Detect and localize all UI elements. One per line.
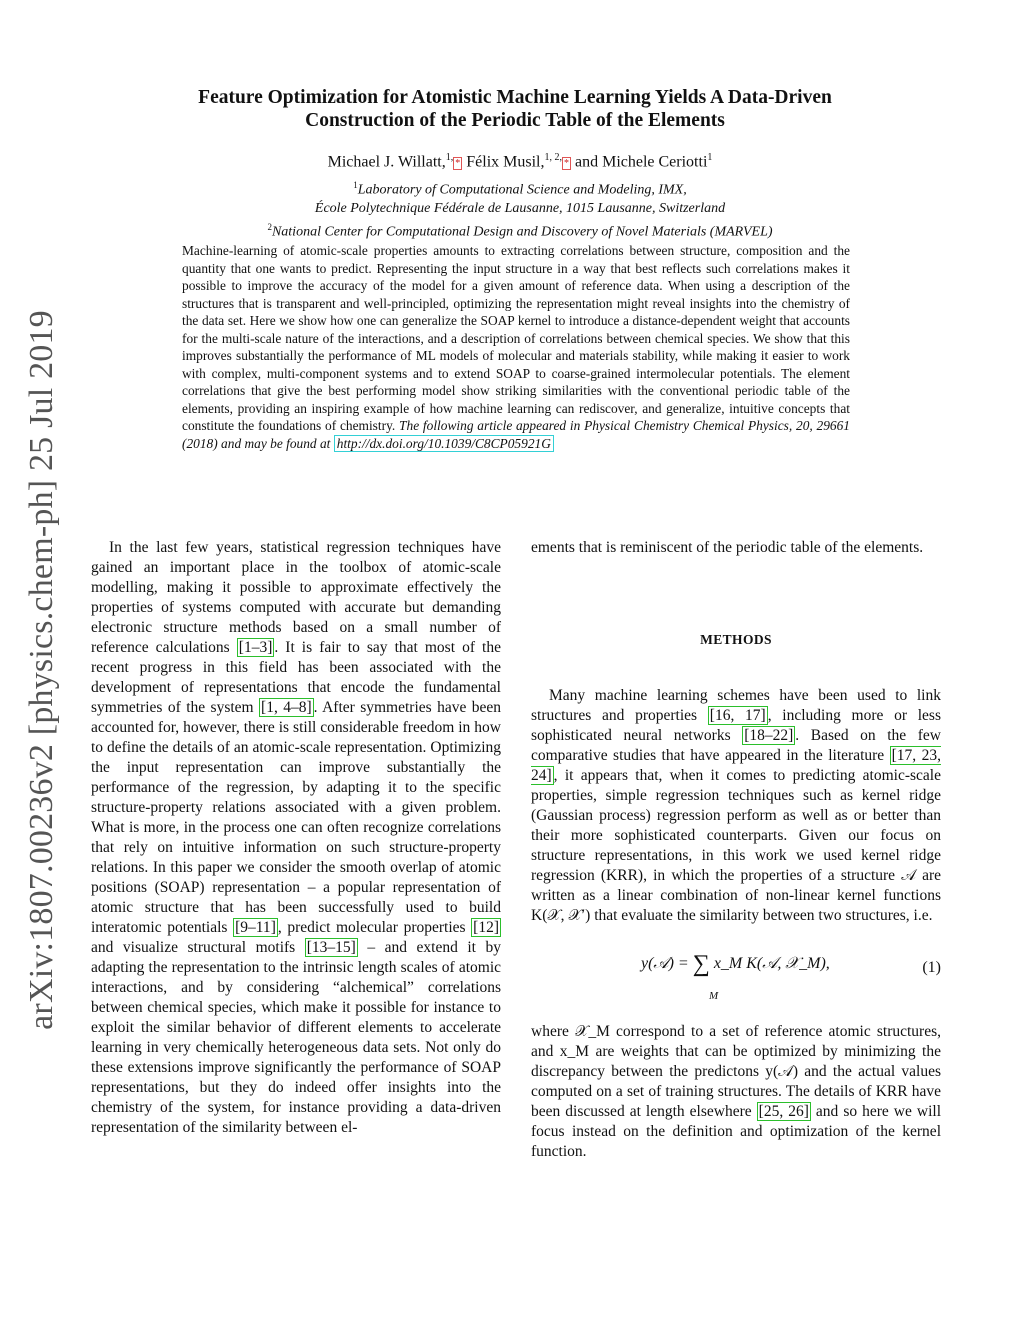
equation-lhs: y(𝒜) = xyxy=(641,955,693,972)
author-3-affil: 1 xyxy=(707,152,713,163)
affil-1-sup: 1 xyxy=(353,180,358,190)
author-1-affil: 1, xyxy=(445,152,454,163)
intro-text-6: – and extend it by adapting the representation to the intrinsic length scales of atomic interactions, and by considering “alchemical” correlations between chemical species, which make it possible for instance to exploit the similar behavior of different elements to accelerate learning in very chemically heterogeneous data sets. Not only do these extensions improve significantly the performance of SOAP representations, but they do indeed offer insights into the chemistry of the system, for instance providing a data-driven representation of the similarity between el- xyxy=(91,939,501,1136)
section-heading-methods: METHODS xyxy=(700,632,772,647)
left-column xyxy=(91,538,501,1138)
methods-text-5: where 𝒳_M correspond to a set of reference atomic structures, and x_M are weights that can be optimized by minimizing the discrepancy between the predictons y(𝒜) and the actual values computed on a set of training structures. The details of KRR have been discussed at length elsewhere xyxy=(531,1023,941,1120)
methods-text-1: Many machine learning schemes have been used to link structures and properties xyxy=(531,687,941,724)
intro-text-3: . After symmetries have been accounted for, however, there is still considerable freedom in how to define the details of an atomic-scale representation. Optimizing the input representation can improve substantially the performance of the regression, by adapting it to the specific structure-property relations associated with a given problem. What is more, in the process one can often recognize correlations that rely on intuitive information on such structure-property relations. In this paper we consider the smooth overlap of atomic positions (SOAP) representation – a popular representation of atomic structure that has been successfully used to build interatomic potentials xyxy=(91,699,502,936)
citation-link[interactable]: [ 16, 17 ] xyxy=(708,706,768,725)
citation-link[interactable]: [ 25, 26 ] xyxy=(757,1102,811,1121)
citation-link[interactable]: [ 1–3 ] xyxy=(237,638,275,657)
methods-text-3: . Based on the few comparative studies that have appeared in the literature xyxy=(531,727,941,764)
arxiv-identifier: arXiv:1807.00236v2 [physics.chem-ph] 25 Jul 2019 xyxy=(23,310,60,1030)
methods-text-4: , it appears that, when it comes to predicting atomic-scale properties, simple regression techniques such as kernel ridge (Gaussian process) regression perform as well as or better than their more sophisticated counterparts. Given our focus on structure representations, in this work we used kernel ridge regression (KRR), in which the properties of a structure 𝒜 are written as a linear combination of non-linear kernel functions K(𝒳, 𝒳′) that evaluate the similarity between two structures, i.e. xyxy=(531,767,941,924)
equation-number: (1) xyxy=(922,959,941,976)
intro-text-2: . It is fair to say that most of the recent progress in this field has been associated with the development of representations that encode the fundamental symmetries of the system xyxy=(91,639,501,716)
intro-text-4: , predict molecular properties xyxy=(277,919,472,936)
doi-link[interactable]: http://dx.doi.org/10.1039/C8CP05921G xyxy=(334,435,554,452)
citation-link[interactable]: [ 18–22 ] xyxy=(742,726,795,745)
author-2: Félix Musil, xyxy=(466,153,545,171)
intro-text-1: In the last few years, statistical regression techniques have gained an important place in the toolbox of atomic-scale modelling, making it possible to approximate effectively the properties of systems computed with accurate but demanding electronic structure methods based on a small number of reference calculations xyxy=(91,539,501,656)
citation-link[interactable]: [ 12 ] xyxy=(471,918,501,937)
sum-index: M xyxy=(709,990,719,1002)
publication-note: The following article appeared in Physical Chemistry Chemical Physics, 20, 29661 (2018) and may be found at xyxy=(182,418,850,451)
equation-1 xyxy=(531,946,941,1008)
citation-link[interactable]: [ 9–11 ] xyxy=(233,918,278,937)
citation-link[interactable]: [ 1, 4–8 ] xyxy=(259,698,314,717)
paper-title xyxy=(120,86,910,132)
affil-1-line-1: Laboratory of Computational Science and Modeling, IMX, xyxy=(357,182,687,198)
abstract-text: Machine-learning of atomic-scale properties amounts to extracting correlations between structure, composition and the quantity that one wants to predict. Representing the input structure in a way that best reflects such correlations makes it possible to improve the accuracy of the model for a given amount of reference data. When using a description of the structures that is transparent and well-principled, optimizing the representation might reveal insights into the chemistry of the data set. Here we show how one can generalize the SOAP kernel to introduce a distance-dependent weight that accounts for the multi-scale nature of the interactions, and a description of correlations between chemical species. We show that this improves substantially the performance of ML models of molecular and materials stability, while making it easier to work with complex, multi-component systems and to extend SOAP to coarse-grained intermolecular potentials. The element correlations that give the best performing model show striking similarities with the conventional periodic table of the elements, providing an inspiring example of how machine learning can rediscover, and generalize, intuitive concepts that constitute the foundations of chemistry. xyxy=(182,243,850,433)
author-1: Michael J. Willatt, xyxy=(327,153,446,171)
right-column xyxy=(531,538,941,1162)
title-line-2: Construction of the Periodic Table of the Elements xyxy=(305,110,725,131)
affiliations xyxy=(180,176,860,241)
intro-paragraph xyxy=(91,538,501,1138)
author-list xyxy=(180,152,860,171)
methods-paragraph-2 xyxy=(531,1022,941,1162)
author-1-footnote-link[interactable]: * xyxy=(455,158,461,170)
intro-text-5: and visualize structural motifs xyxy=(91,939,305,956)
equation-body xyxy=(641,951,830,1002)
equation-rhs: x_M K(𝒜, 𝒳_M), xyxy=(709,955,830,972)
methods-paragraph-1 xyxy=(531,686,941,926)
author-3: and Michele Ceriotti xyxy=(574,153,708,171)
methods-text-2: , including more or less sophisticated neural networks xyxy=(531,707,941,744)
abstract xyxy=(182,242,850,452)
affil-2-sup: 2 xyxy=(267,221,272,232)
author-2-footnote-link[interactable]: * xyxy=(563,158,569,170)
affil-2: National Center for Computational Design and Discovery of Novel Materials (MARVEL) xyxy=(271,224,773,240)
methods-text-6: and so here we will focus instead on the definition and optimization of the kernel function. xyxy=(531,1103,942,1160)
citation-link[interactable]: [ 13–15 ] xyxy=(305,938,358,957)
intro-continuation: ements that is reminiscent of the periodic table of the elements. xyxy=(531,539,924,556)
author-2-affil: 1, 2, xyxy=(544,152,562,163)
citation-link[interactable]: [ 17, 23, 24 ] xyxy=(531,746,941,785)
title-line-1: Feature Optimization for Atomistic Machine Learning Yields A Data-Driven xyxy=(198,87,832,108)
affil-1-line-2: École Polytechnique Fédérale de Lausanne, 1015 Lausanne, Switzerland xyxy=(314,200,726,216)
arxiv-side-stamp xyxy=(12,305,72,1035)
sum-symbol: ∑ xyxy=(692,951,710,978)
